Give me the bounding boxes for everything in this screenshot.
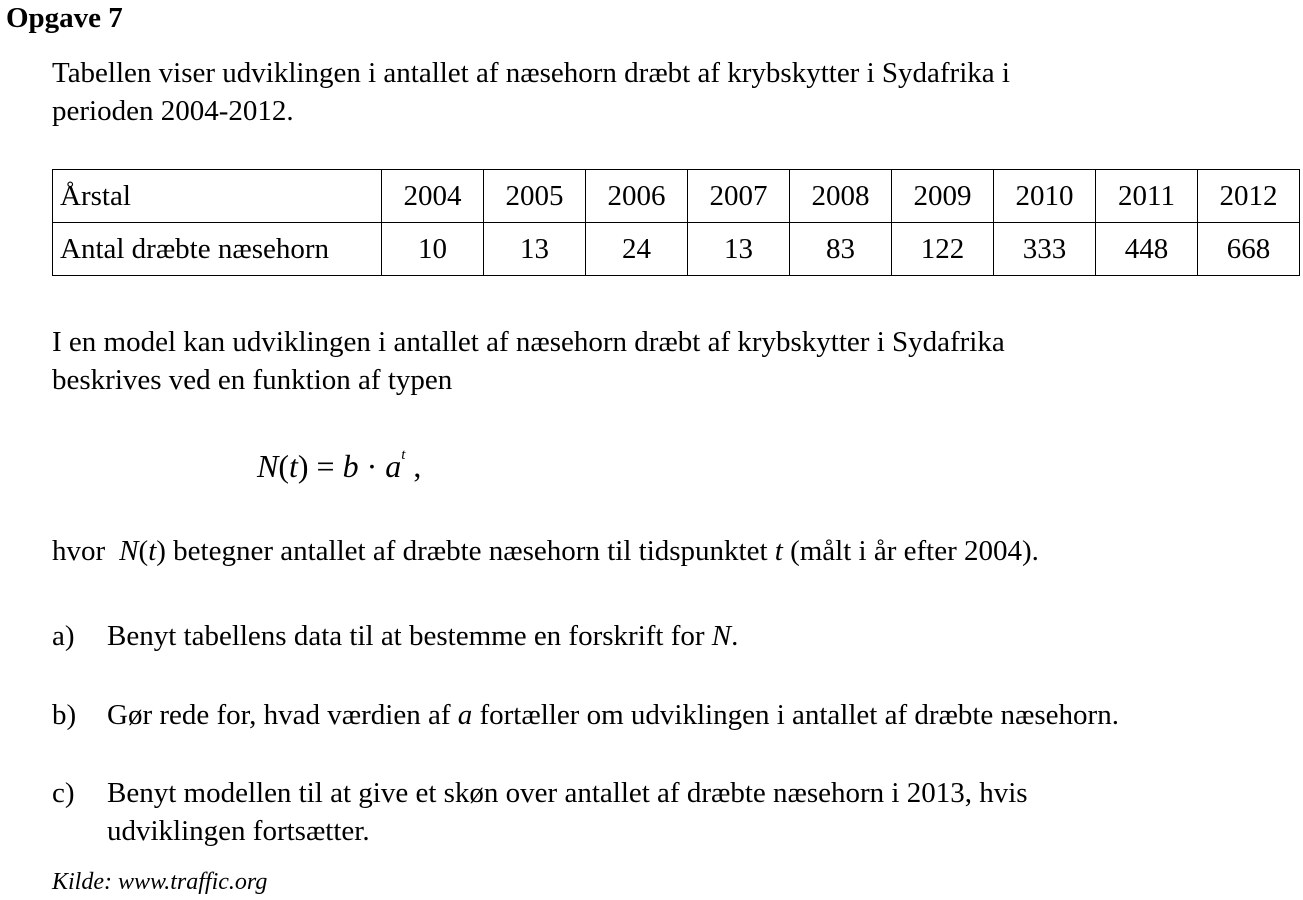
definition-paragraph bbox=[52, 532, 1039, 570]
table-cell: 2011 bbox=[1096, 170, 1198, 223]
definition-variable: t bbox=[148, 535, 157, 567]
formula-b: b bbox=[342, 448, 359, 484]
question-a-end: . bbox=[731, 620, 739, 652]
question-a-letter: a) bbox=[52, 620, 75, 652]
definition-paren-open: ( bbox=[138, 535, 149, 567]
formula-trailing-comma: , bbox=[405, 448, 422, 484]
model-formula bbox=[257, 446, 421, 486]
table-cell: 2004 bbox=[382, 170, 484, 223]
formula-a: a bbox=[385, 448, 402, 484]
model-line-1: I en model kan udviklingen i antallet af næsehorn dræbt af krybskytter i Sydafrika bbox=[52, 326, 1005, 358]
question-a-text bbox=[107, 617, 738, 655]
intro-line-1: Tabellen viser udviklingen i antallet af næsehorn dræbt af krybskytter i Sydafrika i bbox=[52, 57, 1010, 89]
formula-dot: · bbox=[358, 448, 386, 484]
table-row-years bbox=[53, 170, 1300, 223]
table-cell: 2005 bbox=[484, 170, 586, 223]
definition-text-2: (målt i år efter 2004). bbox=[782, 535, 1039, 567]
exercise-title: Opgave 7 bbox=[6, 2, 123, 34]
formula-exponent: t bbox=[401, 447, 406, 463]
table-cell: 13 bbox=[484, 223, 586, 276]
intro-line-2: perioden 2004-2012. bbox=[52, 95, 294, 127]
definition-text-1: betegner antallet af dræbte næsehorn til tidspunktet bbox=[165, 535, 775, 567]
question-c-letter: c) bbox=[52, 777, 75, 809]
question-b-variable: a bbox=[457, 699, 473, 731]
model-line-2: beskrives ved en funktion af typen bbox=[52, 364, 453, 396]
question-b-letter: b) bbox=[52, 699, 77, 731]
table-cell: 2009 bbox=[892, 170, 994, 223]
source-citation: Kilde: www.traffic.org bbox=[52, 869, 268, 895]
question-b-body-1: Gør rede for, hvad værdien af bbox=[107, 699, 458, 731]
formula-equals: = bbox=[308, 448, 343, 484]
formula-function-name: N bbox=[257, 448, 279, 484]
definition-paren-close: ) bbox=[156, 535, 166, 567]
rhino-poaching-table bbox=[52, 169, 1300, 276]
question-b-text bbox=[107, 696, 1119, 734]
question-b-body-2: fortæller om udviklingen i antallet af dræbte næsehorn. bbox=[472, 699, 1119, 731]
table-cell: 10 bbox=[382, 223, 484, 276]
table-cell: 83 bbox=[790, 223, 892, 276]
formula-paren-close: ) bbox=[297, 448, 309, 484]
table-cell: 2012 bbox=[1198, 170, 1300, 223]
table-cell: 122 bbox=[892, 223, 994, 276]
question-a-variable: N bbox=[711, 620, 732, 652]
question-c-text bbox=[107, 774, 1028, 850]
definition-function-name: N bbox=[119, 535, 139, 567]
question-c-line-2: udviklingen fortsætter. bbox=[107, 815, 370, 847]
row-header-killed: Antal dræbte næsehorn bbox=[53, 223, 382, 276]
table-cell: 13 bbox=[688, 223, 790, 276]
table-cell: 2007 bbox=[688, 170, 790, 223]
table-cell: 2006 bbox=[586, 170, 688, 223]
intro-paragraph bbox=[52, 54, 1010, 130]
formula-paren-open: ( bbox=[278, 448, 289, 484]
question-c-line-1: Benyt modellen til at give et skøn over antallet af dræbte næsehorn i 2013, hvis bbox=[107, 777, 1028, 809]
formula-variable: t bbox=[289, 448, 298, 484]
table-cell: 333 bbox=[994, 223, 1096, 276]
table-cell: 24 bbox=[586, 223, 688, 276]
table-row-killed bbox=[53, 223, 1300, 276]
definition-variable-2: t bbox=[774, 535, 783, 567]
table-cell: 668 bbox=[1198, 223, 1300, 276]
row-header-year: Årstal bbox=[53, 170, 382, 223]
model-paragraph bbox=[52, 323, 1005, 399]
question-a-body: Benyt tabellens data til at bestemme en forskrift for bbox=[107, 620, 712, 652]
table-cell: 2010 bbox=[994, 170, 1096, 223]
table-cell: 448 bbox=[1096, 223, 1198, 276]
table-cell: 2008 bbox=[790, 170, 892, 223]
definition-label: hvor bbox=[52, 535, 106, 567]
